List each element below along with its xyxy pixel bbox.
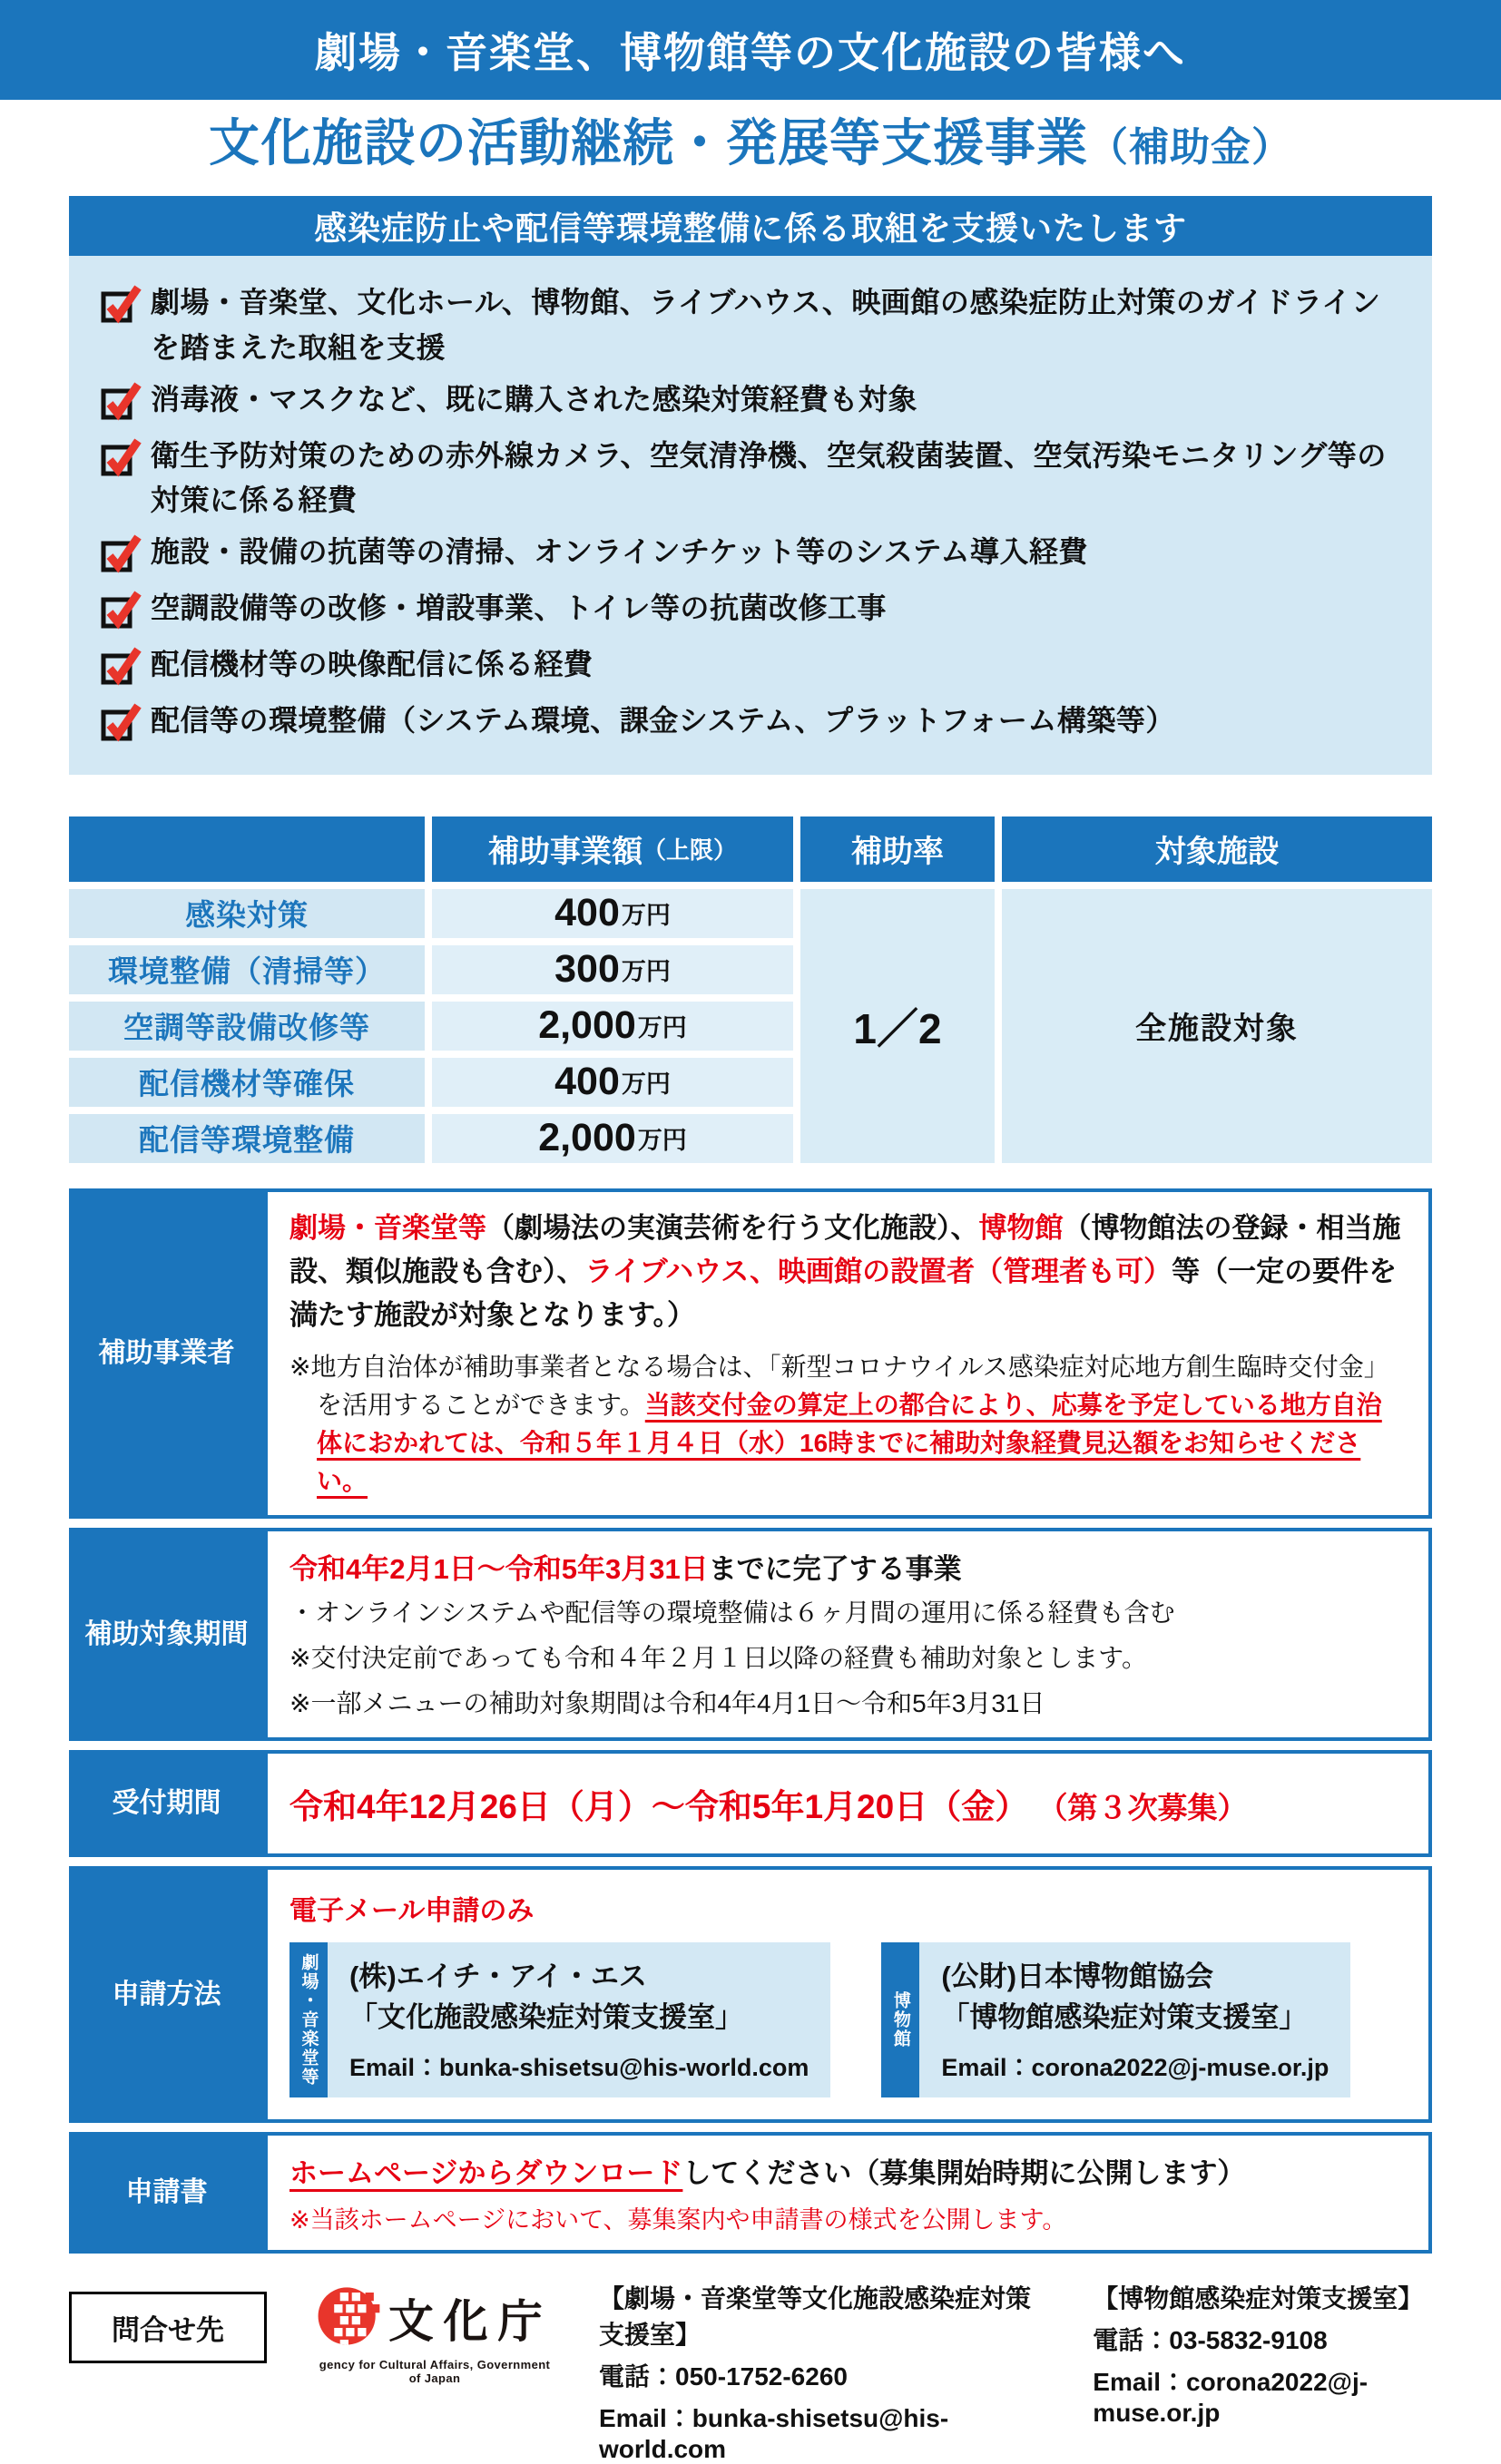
period-head-black: までに完了する事業: [708, 1552, 962, 1585]
table-row-label: 環境整備（清掃等）: [69, 945, 425, 994]
contact-card-tab: 劇場・音楽堂等: [289, 1942, 328, 2097]
amount-number: 300: [554, 947, 620, 992]
period-line: ※一部メニューの補助対象期間は令和4年4月1日～令和5年3月31日: [289, 1688, 1045, 1717]
row-content-period: [264, 1528, 1432, 1741]
table-header-amount: [432, 816, 793, 882]
contact-card-tab: 博物館: [881, 1942, 919, 2097]
table-header-rate: [800, 816, 995, 882]
amount-unit: 万円: [637, 1127, 687, 1155]
amount-unit: 万円: [621, 1071, 671, 1099]
table-row: [69, 1528, 1432, 1741]
list-item: [100, 586, 1401, 636]
table-row: [69, 1188, 1432, 1519]
table-row-label: 配信機材等確保: [69, 1058, 425, 1107]
row-label-method: 申請方法: [69, 1866, 264, 2123]
contact-card-body: [328, 1942, 830, 2097]
reception-round-note: （第３次募集）: [1037, 1790, 1248, 1824]
footer-contact-title: 【博物館感染症対策支援室】: [1093, 2283, 1424, 2312]
row-label-period: 補助対象期間: [69, 1528, 264, 1741]
row-content-method: [264, 1866, 1432, 2123]
table-row-value: [432, 889, 793, 938]
table-row: [69, 1750, 1432, 1857]
table-header-empty: [69, 816, 425, 882]
contact-email: Email：bunka-shisetsu@his-world.com: [349, 2053, 809, 2081]
operator-note-red-underline: 当該交付金の算定上の都合により、応募を予定している地方自治体におかれては、令和５年１月４日（水）16時までに補助対象経費見込額をお知らせください。: [317, 1390, 1382, 1495]
form-instruction: [289, 2150, 1407, 2191]
row-content-form: [264, 2132, 1432, 2254]
contact-card-theater: [289, 1942, 830, 2097]
list-item: [100, 530, 1401, 580]
period-dates-red: 令和4年2月1日～令和5年3月31日: [289, 1552, 709, 1585]
check-item-text: 施設・設備の抗菌等の清掃、オンラインチケット等のシステム導入経費: [151, 534, 1088, 568]
operator-red-segment: 博物館: [978, 1211, 1064, 1244]
page-title-paren: （補助金）: [1088, 125, 1292, 170]
contact-dept: 「文化施設感染症対策支援室」: [349, 2000, 743, 2033]
form-note: ※当該ホームページにおいて、募集案内や申請書の様式を公開します。: [289, 2205, 1067, 2234]
page-title: [0, 114, 1501, 172]
download-link[interactable]: ホームページからダウンロード: [289, 2156, 683, 2189]
method-headline: 電子メール申請のみ: [289, 1895, 535, 1926]
list-item: [100, 434, 1401, 523]
info-table: [69, 1188, 1432, 2254]
rate-merged-cell: 1／2: [800, 889, 995, 1163]
amount-unit: 万円: [621, 958, 671, 986]
footer-contact-title: 【劇場・音楽堂等文化施設感染症対策支援室】: [599, 2283, 1032, 2349]
amount-unit: 万円: [637, 1014, 687, 1042]
support-checklist: [69, 256, 1432, 774]
table-row-label: 感染対策: [69, 889, 425, 938]
header-facility-text: 対象施設: [1155, 835, 1279, 870]
table-row-label: 配信等環境整備: [69, 1114, 425, 1163]
red-checkbox-icon: [100, 379, 151, 427]
header-amount-text: 補助事業額: [487, 835, 643, 870]
footer-contact-phone: 電話：050-1752-6260: [599, 2361, 848, 2391]
inquiry-label-box: 問合せ先: [69, 2292, 267, 2363]
agency-name: 文化庁: [388, 2294, 552, 2349]
table-header-facility: [1002, 816, 1432, 882]
list-item: [100, 280, 1401, 370]
period-line: ・オンラインシステムや配信等の環境整備は６ヶ月間の運用に係る経費も含む: [289, 1598, 1175, 1627]
check-item-text: 配信等の環境整備（システム環境、課金システム、プラットフォーム構築等）: [151, 703, 1175, 737]
check-item-text: 空調設備等の改修・増設事業、トイレ等の抗菌改修工事: [151, 591, 887, 624]
subsidy-rate-table: [69, 816, 1432, 1163]
check-item-text: 配信機材等の映像配信に係る経費: [151, 647, 594, 680]
support-box: [69, 196, 1432, 774]
reception-dates: 令和4年12月26日（月）～令和5年1月20日（金）: [289, 1787, 1029, 1825]
page-title-main: 文化施設の活動継続・発展等支援事業: [209, 114, 1088, 171]
operator-black-segment: （劇場法の実演芸術を行う文化施設）、: [486, 1211, 979, 1244]
support-header-text: 感染症防止や配信等環境整備に係る取組を支援いたします: [313, 209, 1187, 247]
period-headline: [289, 1546, 1407, 1587]
top-banner: [0, 0, 1501, 100]
red-checkbox-icon: [100, 588, 151, 636]
row-label-form: 申請書: [69, 2132, 264, 2254]
footer-contact-museum: [1093, 2279, 1432, 2428]
check-item-text: 劇場・音楽堂、文化ホール、博物館、ライブハウス、映画館の感染症防止対策のガイドラインを踏まえた取組を支援: [151, 286, 1381, 364]
check-item-text: 消毒液・マスクなど、既に購入された感染対策経費も対象: [151, 382, 918, 416]
table-row-value: [432, 1058, 793, 1107]
period-line: ※交付決定前であっても令和４年２月１日以降の経費も補助対象とします。: [289, 1643, 1147, 1672]
operator-note-black: ※地方自治体が補助事業者となる場合は、「新型コロナウイルス感染症対応地方創生臨時交付金」を活用することができます。: [289, 1352, 1389, 1419]
contact-dept: 「博物館感染症対策支援室」: [941, 2000, 1308, 2033]
footer-contact-email: Email：bunka-shisetsu@his-world.com: [599, 2403, 949, 2463]
table-row: [69, 2132, 1432, 2254]
amount-number: 400: [554, 891, 620, 935]
operator-black-segment: （博物館法の登録・相当施設、類似施設も含む）、: [289, 1211, 1401, 1287]
table-row-label: 空調等設備改修等: [69, 1002, 425, 1051]
amount-number: 400: [554, 1060, 620, 1104]
contact-name: (公財)日本博物館協会: [941, 1960, 1214, 1992]
facility-merged-cell: 全施設対象: [1002, 889, 1432, 1163]
contact-card-body: [919, 1942, 1350, 2097]
red-checkbox-icon: [100, 700, 151, 748]
amount-number: 2,000: [538, 1003, 636, 1048]
agency-emblem-icon: [314, 2281, 383, 2356]
table-row-value: [432, 1114, 793, 1163]
row-content-reception: [264, 1750, 1432, 1857]
check-item-text: 衛生予防対策のための赤外線カメラ、空気清浄機、空気殺菌装置、空気汚染モニタリング等の対策に係る経費: [151, 438, 1387, 517]
red-checkbox-icon: [100, 282, 151, 330]
operator-red-segment: 劇場・音楽堂等: [289, 1211, 486, 1244]
support-header: [69, 196, 1432, 256]
red-checkbox-icon: [100, 644, 151, 692]
row-label-operator: 補助事業者: [69, 1188, 264, 1519]
agency-tagline: gency for Cultural Affairs, Government of Japan: [319, 2357, 551, 2385]
table-row-value: [432, 1002, 793, 1051]
contact-email: Email：corona2022@j-muse.or.jp: [941, 2053, 1329, 2081]
red-checkbox-icon: [100, 532, 151, 580]
red-checkbox-icon: [100, 435, 151, 484]
table-row: [69, 1866, 1432, 2123]
reception-period-text: [289, 1768, 1247, 1839]
list-item: [100, 642, 1401, 692]
method-contact-cards: [289, 1942, 1407, 2097]
footer: [0, 2277, 1501, 2464]
operator-note: [289, 1348, 1407, 1501]
top-banner-text: 劇場・音楽堂、博物館等の文化施設の皆様へ: [315, 29, 1186, 76]
header-rate-text: 補助率: [851, 835, 944, 870]
content-area: [69, 196, 1432, 2253]
contact-name: (株)エイチ・アイ・エス: [349, 1960, 647, 1992]
row-label-reception: 受付期間: [69, 1750, 264, 1857]
footer-contact-theater: [599, 2279, 1049, 2464]
list-item: [100, 377, 1401, 427]
agency-logo: [314, 2281, 555, 2385]
table-row-value: [432, 945, 793, 994]
operator-black-segment: 等（一定の要件を満たす施設が対象となります。）: [289, 1255, 1398, 1331]
contact-card-museum: [881, 1942, 1389, 2097]
footer-contact-phone: 電話：03-5832-9108: [1093, 2325, 1328, 2354]
list-item: [100, 699, 1401, 748]
amount-unit: 万円: [621, 902, 671, 930]
footer-contact-email: Email：corona2022@j-muse.or.jp: [1093, 2367, 1369, 2427]
operator-paragraph: [289, 1207, 1407, 1337]
header-amount-paren: （上限）: [642, 836, 737, 865]
form-instruction-rest: してください（募集開始時期に公開します）: [682, 2156, 1246, 2189]
amount-number: 2,000: [538, 1116, 636, 1160]
operator-red-segment: ライブハウス、映画館の設置者（管理者も可）: [584, 1255, 1172, 1287]
row-content-operator: [264, 1188, 1432, 1519]
